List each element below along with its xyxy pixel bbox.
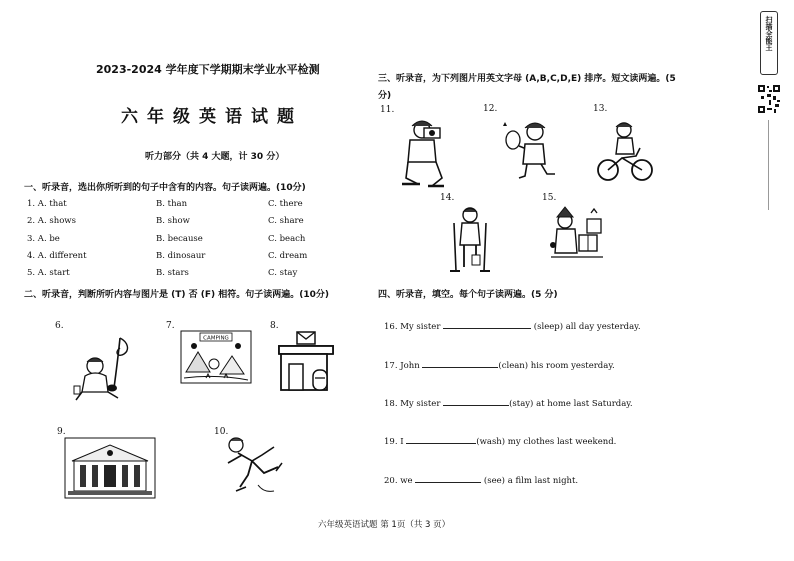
q8-number: 8. <box>270 321 279 331</box>
q19-row <box>384 435 616 447</box>
q1-option-b: B. than <box>156 199 188 209</box>
q16-prefix: 16. My sister <box>384 322 444 332</box>
q7-picture-camping <box>180 330 252 384</box>
q2-option-a: 2. A. shows <box>27 216 76 226</box>
q20-blank[interactable] <box>415 474 481 483</box>
q19-prefix: 19. I <box>384 437 407 447</box>
page-footer: 六年级英语试题 第 1页（共 3 页） <box>318 520 451 530</box>
q4-option-c: C. dream <box>268 251 308 261</box>
q3-option-c: C. beach <box>268 234 306 244</box>
q3-option-a: 3. A. be <box>27 234 60 244</box>
q1-option-c: C. there <box>268 199 303 209</box>
q5-option-b: B. stars <box>156 268 189 278</box>
svg-text:CAMPING: CAMPING <box>203 335 229 342</box>
q17-row <box>384 359 615 371</box>
q11-number: 11. <box>380 105 395 115</box>
q7-number: 7. <box>166 321 175 331</box>
q13-picture-cycling <box>596 118 654 184</box>
page-title: 六年级英语试题 <box>121 107 303 127</box>
q20-prefix: 20. we <box>384 476 416 486</box>
q13-number: 13. <box>593 104 608 114</box>
q17-prefix: 17. John <box>384 361 423 371</box>
q2-option-b: B. show <box>156 216 190 226</box>
section2-heading: 二、听录音，判断所听内容与图片是 (T) 否 (F) 相符。句子读两遍。(10分) <box>24 290 330 300</box>
q20-row <box>384 474 578 486</box>
q18-row <box>384 397 633 409</box>
q4-option-b: B. dinosaur <box>156 251 206 261</box>
scanner-badge-text: 扫描全能王 <box>765 16 773 51</box>
q16-blank[interactable] <box>443 320 531 329</box>
q19-suffix: (wash) my clothes last weekend. <box>476 437 617 447</box>
section4-heading: 四、听录音，填空。每个句子读两遍。(5 分) <box>378 290 558 300</box>
qr-code-icon <box>757 84 781 114</box>
q10-number: 10. <box>214 427 229 437</box>
q8-picture-post-office <box>275 330 337 394</box>
q3-option-b: B. because <box>156 234 203 244</box>
q4-option-a: 4. A. different <box>27 251 87 261</box>
q11-picture-photographer <box>398 116 460 188</box>
q20-suffix: (see) a film last night. <box>481 476 579 486</box>
badge-divider <box>768 120 769 210</box>
q18-blank[interactable] <box>443 397 509 406</box>
q15-number: 15. <box>542 193 557 203</box>
q5-option-a: 5. A. start <box>27 268 70 278</box>
q19-blank[interactable] <box>406 435 476 444</box>
q18-suffix: (stay) at home last Saturday. <box>509 399 633 409</box>
q15-picture-christmas-gifts <box>547 205 609 267</box>
listening-subtitle: 听力部分（共 4 大题，计 30 分） <box>145 152 285 162</box>
q2-option-c: C. share <box>268 216 304 226</box>
q6-number: 6. <box>55 321 64 331</box>
section3-heading-cont: 分) <box>378 91 392 101</box>
exam-header: 2023-2024 学年度下学期期末学业水平检测 <box>96 63 320 76</box>
q12-picture-badminton <box>495 118 561 180</box>
q17-suffix: (clean) his room yesterday. <box>498 361 615 371</box>
q6-picture-child-singing <box>70 328 140 406</box>
q5-option-c: C. stay <box>268 268 298 278</box>
q10-picture-ice-skater <box>218 433 286 501</box>
q14-number: 14. <box>440 193 455 203</box>
q16-suffix: (sleep) all day yesterday. <box>531 322 641 332</box>
q1-option-a: 1. A. that <box>27 199 67 209</box>
q12-number: 12. <box>483 104 498 114</box>
q18-prefix: 18. My sister <box>384 399 444 409</box>
section1-heading: 一、听录音，选出你所听到的句子中含有的内容。句子读两遍。(10分) <box>24 183 306 193</box>
section3-heading: 三、听录音，为下列图片用英文字母 (A,B,C,D,E) 排序。短文读两遍。(5 <box>378 74 676 84</box>
q9-picture-building <box>64 437 156 499</box>
q14-picture-crutches <box>448 205 494 275</box>
q17-blank[interactable] <box>422 359 498 368</box>
q16-row <box>384 320 641 332</box>
q9-number: 9. <box>57 427 66 437</box>
